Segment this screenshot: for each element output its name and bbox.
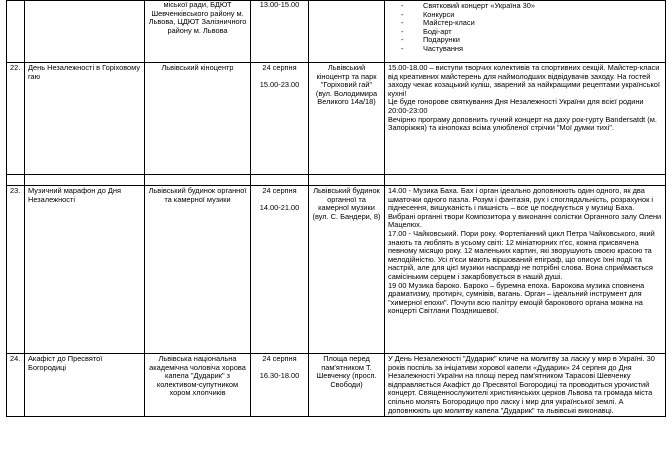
desc-paragraph: 20:00-23:00 — [388, 105, 428, 115]
organizer: Львівський будинок органної та камерної музики — [145, 186, 251, 354]
venue: Львівський будинок органної та камерної музики (вул. С. Бандери, 8) — [309, 186, 385, 354]
organizer: міської ради, БДЮТ Шевченківського району м. Львова, ЦДЮТ Залізничного району м. Львова — [145, 1, 251, 63]
desc-paragraph: Це буде гонорове святкування Дня Незалежності України для всієї родини — [388, 97, 644, 107]
event-time: 16.30-18.00 — [259, 370, 300, 380]
description — [385, 1, 666, 63]
table-row — [7, 354, 666, 417]
date-time: 13.00-15.00 — [251, 1, 309, 63]
description — [385, 63, 666, 175]
event-name: Музичний марафон до Дня Незалежності — [25, 186, 145, 354]
event-date: 24 серпня — [262, 186, 297, 195]
desc-paragraph: 17.00 - Чайковський. Пори року. Фортепіанний цикл Петра Чайковського, який знають та люблять в усьому світі: 12 мініатюрних п'єс, кожна присвячена певному місяцю року. 12 маленьких картин, які зворушують своєю красою та мелодійністю. Усі п'єси мають віршований епіграф, що описує їхні події та настрій, але для цієї музики насправді не потрібні слова. Вона сприймається самісіньким серцем і закарбовується в нашій душі. — [388, 228, 655, 281]
desc-paragraph: У День Незалежності "Дударик" кличе на молитву за ласку у мир в Україні. 30 років поспіль за ініціативи хорової капели «Дударик» 24 серпня до Дня Незалежності України на площі перед пам'ятником Тарасові Шевченку відправляється Акафіст до Пресвятої Богородиці та проводиться урочистий концерт. Священнослужителі християнських церков Львова та громада міста спільно молять Богородицю про ласку і мир для української землі. А доповнюють цю молитву капела "Дударик" та львівські виконавці. — [388, 354, 655, 415]
event-date: 24 серпня — [262, 63, 297, 72]
list-item: - Конкурси — [401, 11, 662, 20]
date-time — [251, 63, 309, 175]
venue: Львівський кіноцентр та парк "Горіховий гай" (вул. Володимира Великого 14а/18) — [309, 63, 385, 175]
venue: Площа перед пам'ятником Т. Шевченку (просп. Свободи) — [309, 354, 385, 417]
list-item: - Майстер-класи — [401, 19, 662, 28]
organizer: Львівський кіноцентр — [145, 63, 251, 175]
event-name — [25, 1, 145, 63]
venue — [309, 1, 385, 63]
list-item: - Частування — [401, 45, 662, 54]
desc-paragraph: 19 00 Музика бароко. Бароко – буремна епоха. Барокова музика сповнена драматизму, протиріч, сумнівів, вагань. Орган – ідеальний інструмент для "химерної епохи". Почути всю палітру емоцій барокового органа можна на концерті Світлани Позднишевої. — [388, 280, 645, 316]
description — [385, 186, 666, 354]
date-time — [251, 186, 309, 354]
events-table — [6, 0, 666, 417]
organizer: Львівська національна академічна чоловіча хорова капела "Дударик" з колективом-супутником хором хлопчиків — [145, 354, 251, 417]
event-date: 24 серпня — [262, 354, 297, 363]
row-number — [7, 1, 25, 63]
row-number: 23. — [7, 186, 25, 354]
table-row — [7, 186, 666, 354]
row-number: 24. — [7, 354, 25, 417]
list-item: - Подарунки — [401, 36, 662, 45]
description — [385, 354, 666, 417]
desc-paragraph: 14.00 - Музика Баха. Бах і орган ідеально доповнюють один одного, як два шматочки одного пазла. Розум і фантазія, рух і споглядальність, розрахунок і піднесення, вишуканість і пишність – все це поєднується у музиці Баха. Вибрані органні твори Композитора у виконанні солістки Органного залу Олени Мацелюх. — [388, 186, 662, 230]
desc-paragraph: 15.00-18.00 – виступи творчих колективів та спортивних секцій. Майстер-класи від креативних майстерень для наймолодших відвідувачів заходу. На гостей заходу чекає козацький куліш, зварений за найкращими рецептами української кухні! — [388, 63, 660, 98]
spacer-row — [7, 175, 666, 186]
program-list — [401, 2, 662, 54]
list-item: - Боді-арт — [401, 28, 662, 37]
desc-paragraph: Вечірню програму доповнить гучний концерт на даху рок-гурту Bandersatdt (м. Запоріжжя) та кінопоказ всіма улюбленої стрічки "Мої думки тихі". — [388, 114, 657, 133]
event-time: 14.00-21.00 — [259, 202, 300, 212]
event-name: Акафіст до Пресвятої Богородиці — [25, 354, 145, 417]
date-time — [251, 354, 309, 417]
list-item: - Святковий концерт «Україна 30» — [401, 2, 662, 11]
event-name: День Незалежності в Горіховому гаю — [25, 63, 145, 175]
table-row — [7, 1, 666, 63]
row-number: 22. — [7, 63, 25, 175]
table-row — [7, 63, 666, 175]
event-time: 15.00-23.00 — [259, 79, 300, 89]
